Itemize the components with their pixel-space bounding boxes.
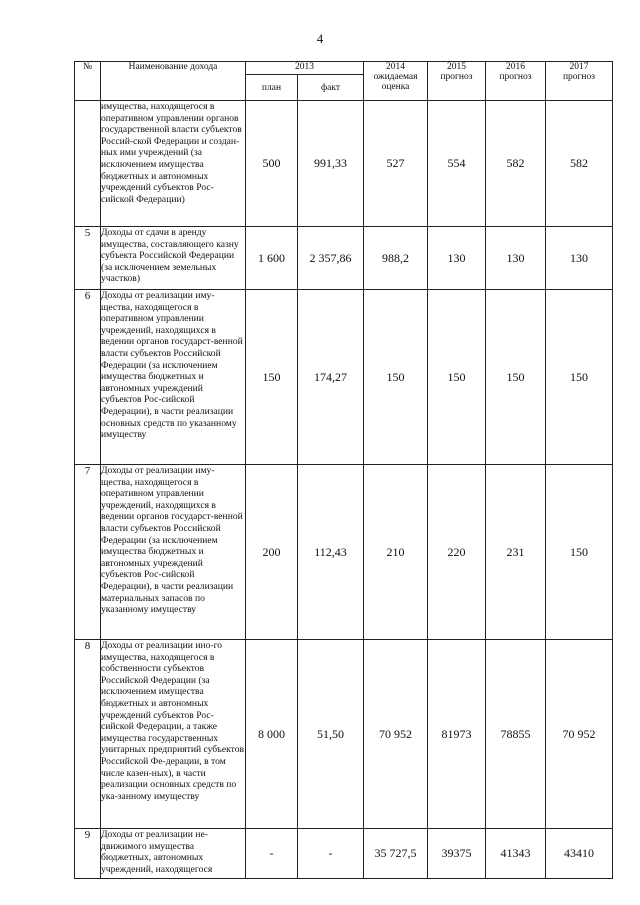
row-plan-2013: - bbox=[246, 829, 298, 879]
header-2017-forecast: прогноз bbox=[562, 72, 596, 82]
row-name: Доходы от сдачи в аренду имущества, составляющего казну субъекта Российской Федерации (за исключением земельных участков) bbox=[101, 227, 246, 290]
row-2017: 70 952 bbox=[546, 640, 613, 829]
row-2017: 130 bbox=[546, 227, 613, 290]
row-fact-2013: 112,43 bbox=[298, 465, 364, 640]
table-row bbox=[75, 829, 613, 879]
row-name: имущества, находящегося в оперативном управлении органов государственной власти субъектов Россий-ской Федерации и создан-ных ими учреждений (за исключением имущества бюджетных и автономных учреждений субъектов Рос-сийской Федерации) bbox=[101, 101, 246, 227]
table-row bbox=[75, 465, 613, 640]
header-2015 bbox=[428, 62, 486, 101]
header-num: № bbox=[75, 62, 101, 101]
row-2014: 70 952 bbox=[364, 640, 428, 829]
row-2016: 582 bbox=[486, 101, 546, 227]
row-2017: 150 bbox=[546, 465, 613, 640]
row-number: 5 bbox=[75, 227, 101, 290]
header-fact: факт bbox=[298, 75, 364, 101]
table-row bbox=[75, 227, 613, 290]
row-2016: 150 bbox=[486, 290, 546, 465]
header-year-2014: 2014 bbox=[386, 62, 405, 72]
row-number bbox=[75, 101, 101, 227]
row-name: Доходы от реализации иму-щества, находящегося в оперативном управлении учреждений, находящихся в ведении органов государст-венной власти субъектов Российской Федерации (за исключением имущества бюджетных и автономных учреждений субъектов Рос-сийской Федерации), в части реализации основных средств по указанному имуществу bbox=[101, 290, 246, 465]
header-2017 bbox=[546, 62, 613, 101]
row-2015: 150 bbox=[428, 290, 486, 465]
row-2016: 41343 bbox=[486, 829, 546, 879]
row-2015: 39375 bbox=[428, 829, 486, 879]
row-number: 9 bbox=[75, 829, 101, 879]
row-plan-2013: 200 bbox=[246, 465, 298, 640]
header-2014 bbox=[364, 62, 428, 101]
row-number: 7 bbox=[75, 465, 101, 640]
row-2017: 43410 bbox=[546, 829, 613, 879]
row-2015: 130 bbox=[428, 227, 486, 290]
row-2016: 231 bbox=[486, 465, 546, 640]
row-name: Доходы от реализации иму-щества, находящегося в оперативном управлении учреждений, находящихся в ведении органов государст-венной власти субъектов Российской Федерации (за исключением имущества бюджетных и автономных учреждений субъектов Рос-сийской Федерации), в части реализации материальных запасов по указанному имуществу bbox=[101, 465, 246, 640]
header-2016 bbox=[486, 62, 546, 101]
row-number: 8 bbox=[75, 640, 101, 829]
header-2014-subtitle: ожидаемая оценка bbox=[373, 72, 418, 92]
row-plan-2013: 500 bbox=[246, 101, 298, 227]
header-2016-forecast: прогноз bbox=[499, 72, 532, 82]
row-fact-2013: 174,27 bbox=[298, 290, 364, 465]
header-year-2013: 2013 bbox=[246, 62, 364, 75]
header-name: Наименование дохода bbox=[101, 62, 246, 101]
row-name: Доходы от реализации ино-го имущества, находящегося в собственности субъектов Российской Федерации (за исключением имущества бюджетных и автономных учреждений субъектов Рос-сийской Федерации, а также имущества государственных унитарных предприятий субъектов Российской Фе-дерации, в том числе казен-ных), в части реализации основных средств по ука-занному имуществу bbox=[101, 640, 246, 829]
row-plan-2013: 1 600 bbox=[246, 227, 298, 290]
row-2015: 554 bbox=[428, 101, 486, 227]
row-2014: 210 bbox=[364, 465, 428, 640]
page-number: 4 bbox=[316, 31, 324, 46]
header-2015-forecast: прогноз bbox=[440, 72, 473, 82]
table-row bbox=[75, 101, 613, 227]
header-year-2017: 2017 bbox=[569, 62, 589, 72]
table-row bbox=[75, 290, 613, 465]
row-name: Доходы от реализации не-движимого имущества бюджетных, автономных учреждений, находящегося bbox=[101, 829, 246, 879]
row-fact-2013: - bbox=[298, 829, 364, 879]
table-row bbox=[75, 640, 613, 829]
header-year-2015: 2015 bbox=[447, 62, 466, 72]
row-fact-2013: 51,50 bbox=[298, 640, 364, 829]
row-2014: 35 727,5 bbox=[364, 829, 428, 879]
header-plan: план bbox=[246, 75, 298, 101]
row-2017: 150 bbox=[546, 290, 613, 465]
row-plan-2013: 150 bbox=[246, 290, 298, 465]
row-fact-2013: 2 357,86 bbox=[298, 227, 364, 290]
revenue-table bbox=[74, 61, 613, 879]
row-2014: 988,2 bbox=[364, 227, 428, 290]
row-2016: 130 bbox=[486, 227, 546, 290]
row-fact-2013: 991,33 bbox=[298, 101, 364, 227]
row-2015: 81973 bbox=[428, 640, 486, 829]
row-2017: 582 bbox=[546, 101, 613, 227]
row-plan-2013: 8 000 bbox=[246, 640, 298, 829]
row-number: 6 bbox=[75, 290, 101, 465]
row-2015: 220 bbox=[428, 465, 486, 640]
row-2016: 78855 bbox=[486, 640, 546, 829]
row-2014: 527 bbox=[364, 101, 428, 227]
header-year-2016: 2016 bbox=[506, 62, 525, 72]
row-2014: 150 bbox=[364, 290, 428, 465]
